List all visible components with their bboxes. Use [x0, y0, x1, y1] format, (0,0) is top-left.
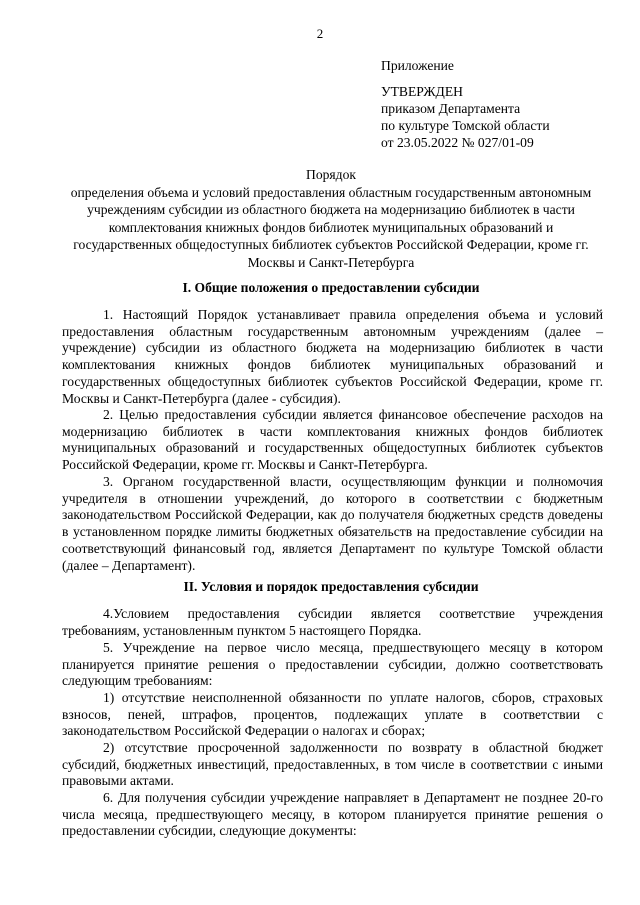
paragraph-4: 4.Условием предоставления субсидии является соответствие учреждения требованиям, установленным пунктом 5 настоящего Порядка.	[62, 606, 603, 638]
title-line: комплектования книжных фондов библиотек муниципальных образований и	[108, 219, 554, 235]
title-line: Москвы и Санкт-Петербурга	[247, 254, 415, 270]
appendix-label: Приложение	[381, 58, 454, 73]
page-number: 2	[316, 26, 324, 41]
approval-block	[381, 57, 550, 151]
paragraph-1: 1. Настоящий Порядок устанавливает правила определения объема и условий предоставления областным государственным автономным учреждениям (далее – учреждение) субсидии из областного бюджета на модернизацию библиотек в части комплектования книжных фондов библиотек муниципальных образований и государственных общедоступных библиотек субъектов Российской Федерации, кроме гг. Москвы и Санкт-Петербурга (далее - субсидия).	[62, 307, 603, 406]
title-line: учреждениям субсидии из областного бюджета на модернизацию библиотек в части	[87, 202, 575, 217]
title-line: государственных общедоступных библиотек субъектов Российской Федерации, кроме гг.	[73, 237, 589, 252]
document-title	[52, 166, 610, 271]
title-line: определения объема и условий предоставления областным государственным автономным	[70, 184, 592, 200]
section-heading-2: II. Условия и порядок предоставления субсидии	[183, 579, 479, 594]
approved-label: УТВЕРЖДЕН	[381, 84, 463, 99]
paragraph-5-item-1: 1) отсутствие неисполненной обязанности по уплате налогов, сборов, страховых взносов, пеней, штрафов, процентов, подлежащих уплате в соответствии с законодательством Российской Федерации о налогах и сборах;	[62, 690, 603, 739]
paragraph-2: 2. Целью предоставления субсидии является финансовое обеспечение расходов на модернизацию библиотек в части комплектования книжных фондов библиотек муниципальных образований и государственных общедоступных библиотек субъектов Российской Федерации, кроме гг. Москвы и Санкт-Петербурга.	[62, 407, 603, 473]
paragraph-5: 5. Учреждение на первое число месяца, предшествующего месяцу в котором планируется принятие решения о предоставлении субсидии, должно соответствовать следующим требованиям:	[62, 640, 603, 689]
section-heading-1: I. Общие положения о предоставлении субсидии	[182, 280, 480, 295]
paragraph-5-item-2: 2) отсутствие просроченной задолженности по возврату в областной бюджет субсидий, бюджетных инвестиций, предоставленных, в том числе в соответствии с иными правовыми актами.	[62, 740, 603, 789]
title-word: Порядок	[306, 167, 356, 182]
paragraph-3: 3. Органом государственной власти, осуществляющим функции и полномочия учредителя в отношении учреждений, до которого в соответствии с бюджетным законодательством Российской Федерации, как до получателя бюджетных средств доведены в установленном порядке лимиты бюджетных обязательств на предоставление субсидии на соответствующий финансовый год, является Департамент по культуре Томской области (далее – Департамент).	[62, 474, 603, 573]
paragraph-6: 6. Для получения субсидии учреждение направляет в Департамент не позднее 20-го числа месяца, предшествующего месяцу, в котором планируется принятие решения о предоставлении субсидии, следующие документы:	[62, 790, 603, 839]
approval-line-1: приказом Департамента	[381, 101, 521, 116]
approval-line-3: от 23.05.2022 № 027/01-09	[381, 135, 534, 150]
approval-line-2: по культуре Томской области	[381, 118, 550, 133]
